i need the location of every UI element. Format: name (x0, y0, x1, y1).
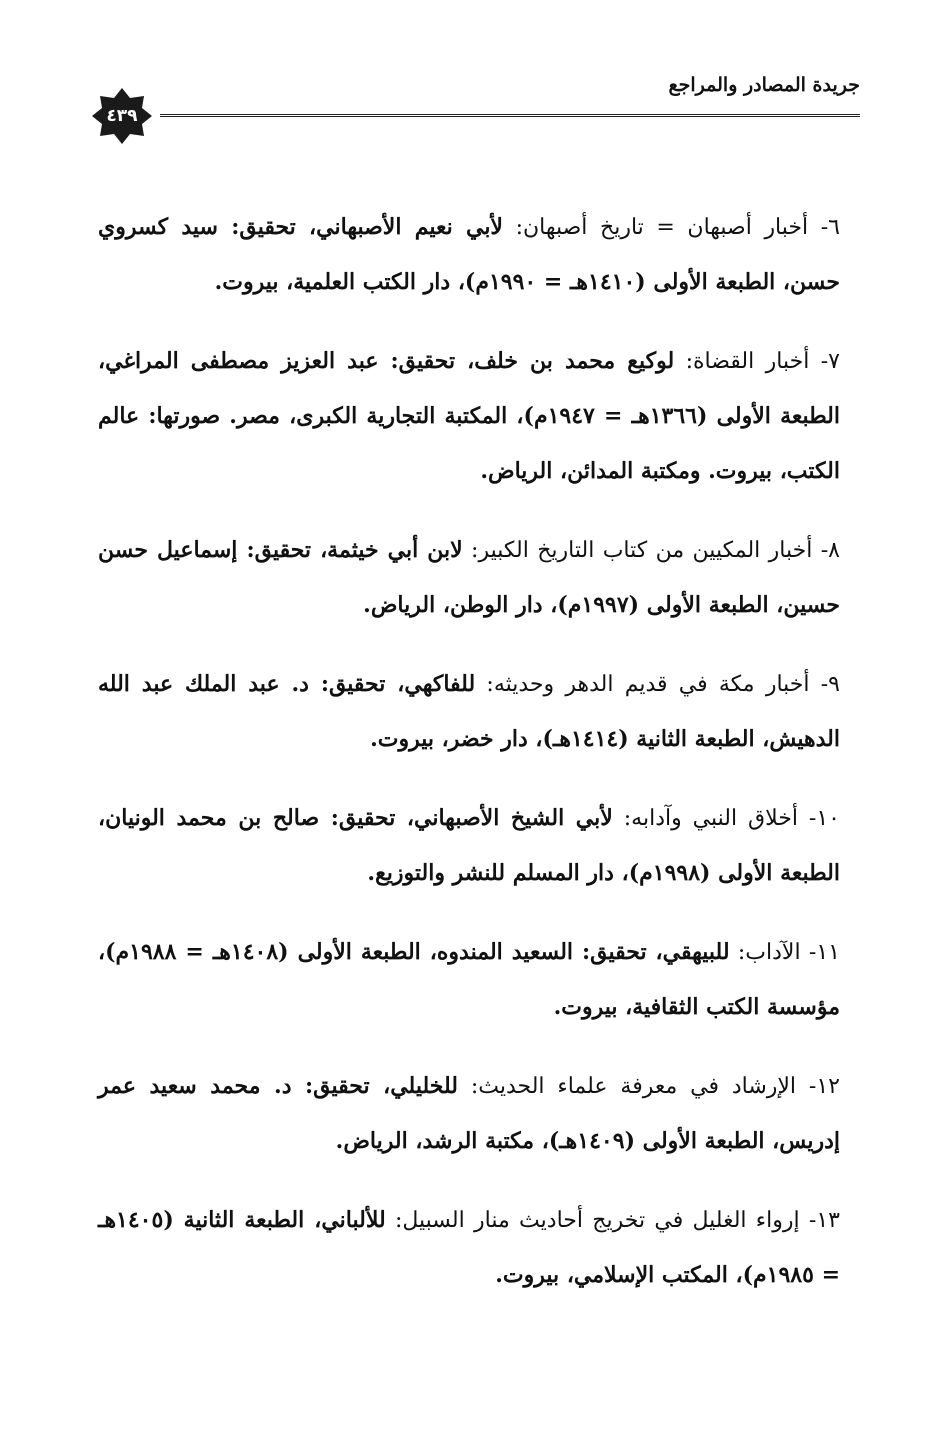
entry-publication: تحقيق: عبد العزيز مصطفى المراغي، الطبعة الأولى (١٣٦٦هـ = ١٩٤٧م)، المكتبة التجارية الكبرى، مصر. صورتها: عالم الكتب، بيروت. ومكتبة المدائن، الرياض. (98, 348, 840, 484)
page-number-badge (90, 86, 154, 146)
entry-publication: تحقيق: سيد كسروي حسن، الطبعة الأولى (١٤١٠هـ = ١٩٩٠م)، دار الكتب العلمية، بيروت. (98, 214, 840, 295)
entry-title: أخلاق النبي وآدابه: (612, 806, 798, 831)
header-rule (160, 114, 860, 117)
entry-publication: تحقيق: السعيد المندوه، الطبعة الأولى (١٤٠٨هـ = ١٩٨٨م)، مؤسسة الكتب الثقافية، بيروت. (98, 939, 840, 1020)
bibliography-entry (98, 925, 840, 1035)
entry-publication: تحقيق: إسماعيل حسن حسين، الطبعة الأولى (١٩٩٧م)، دار الوطن، الرياض. (98, 537, 840, 618)
entry-number: ٨- (812, 538, 840, 563)
bibliography-entry (98, 791, 840, 901)
entry-title: إرواء الغليل في تخريج أحاديث منار السبيل: (385, 1208, 800, 1233)
entry-title: أخبار أصبهان = تاريخ أصبهان: (502, 215, 809, 240)
entry-title: أخبار مكة في قديم الدهر وحديثه: (475, 672, 810, 697)
entry-title: الإرشاد في معرفة علماء الحديث: (457, 1074, 797, 1099)
bibliography-list (98, 200, 840, 1327)
entry-number: ٦- (808, 215, 840, 240)
entry-title: الآداب: (729, 940, 801, 965)
entry-number: ١٢- (796, 1074, 840, 1099)
entry-author: لابن أبي خيثمة، (311, 537, 463, 563)
entry-author: للخليلي، (369, 1073, 458, 1099)
bibliography-entry (98, 200, 840, 310)
entry-number: ١١- (800, 940, 840, 965)
entry-number: ٩- (809, 672, 840, 697)
entry-number: ١٣- (799, 1208, 840, 1233)
entry-number: ١٠- (797, 806, 840, 831)
entry-publication: تحقيق: د. محمد سعيد عمر إدريس، الطبعة الأولى (١٤٠٩هـ)، مكتبة الرشد، الرياض. (98, 1073, 840, 1154)
running-title: جريدة المصادر والمراجع (668, 74, 860, 96)
entry-author: للألباني، (304, 1207, 386, 1233)
entry-author: للفاكهي، (385, 671, 476, 697)
entry-author: لأبي نعيم الأصبهاني، (295, 214, 503, 240)
entry-author: لوكيع محمد بن خلف، (455, 348, 675, 374)
entry-number: ٧- (809, 349, 840, 374)
bibliography-entry (98, 1059, 840, 1169)
page-number: ٤٣٩ (106, 106, 138, 126)
bibliography-entry (98, 1193, 840, 1303)
entry-title: أخبار المكيين من كتاب التاريخ الكبير: (462, 538, 813, 563)
entry-publication: تحقيق: صالح بن محمد الونيان، الطبعة الأولى (١٩٩٨م)، دار المسلم للنشر والتوزيع. (98, 805, 840, 886)
bibliography-entry (98, 657, 840, 767)
entry-author: للبيهقي، (646, 939, 730, 965)
entry-publication: تحقيق: د. عبد الملك عبد الله الدهيش، الطبعة الثانية (١٤١٤هـ)، دار خضر، بيروت. (98, 671, 840, 752)
entry-title: أخبار القضاة: (674, 349, 810, 374)
bibliography-entry (98, 334, 840, 499)
bibliography-entry (98, 523, 840, 633)
page-header (90, 70, 860, 130)
entry-author: لأبي الشيخ الأصبهاني، (395, 805, 613, 831)
entry-publication: الطبعة الثانية (١٤٠٥هـ = ١٩٨٥م)، المكتب الإسلامي، بيروت. (98, 1207, 840, 1288)
